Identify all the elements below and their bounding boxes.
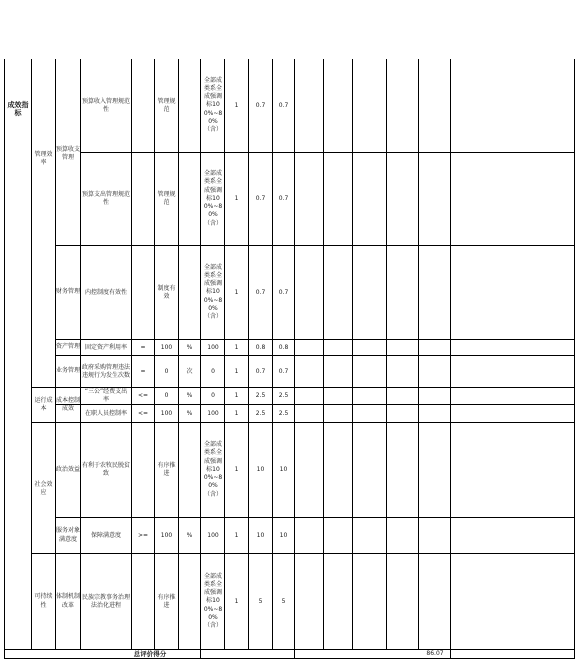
description-cell: 制度有效 xyxy=(157,284,176,300)
level2-cell: 可持续性 xyxy=(34,593,53,609)
indicator-cell: 民族宗教事务治理法治化进程 xyxy=(82,593,130,609)
indicator-cell: 预算收入管理规范性 xyxy=(82,97,130,113)
weight-cell: 0.7 xyxy=(255,288,266,296)
description-cell: 有序推进 xyxy=(157,593,176,609)
score-cell: 2.5 xyxy=(278,409,289,417)
level2-cell: 管理效率 xyxy=(34,150,53,166)
operator-cell: = xyxy=(140,343,146,351)
total-value: 86.07 xyxy=(426,650,444,657)
description-cell: 管理规范 xyxy=(157,97,176,113)
criteria-cell: 全部成类系全成强调标100%~80%（含） xyxy=(203,441,223,498)
level3-cell: 业务管理 xyxy=(56,367,80,375)
unit-cell: % xyxy=(186,343,193,351)
weight-cell: 10 xyxy=(256,466,265,473)
target-cell: 0 xyxy=(164,367,169,375)
description-cell: 有序推进 xyxy=(157,462,176,477)
target-cell: 0 xyxy=(164,392,169,399)
level3-cell: 成本控制成效 xyxy=(56,396,80,412)
indicator-cell: 政府采购管理违法违规行为发生次数 xyxy=(82,363,130,379)
target-cell: 100 xyxy=(160,409,173,417)
evaluation-table xyxy=(4,59,575,659)
indicator-cell: 有利于农牧民脱贫致 xyxy=(82,462,130,477)
unit-cell: % xyxy=(186,409,193,417)
weight-cell: 0.8 xyxy=(255,343,266,351)
level2-cell: 社会效应 xyxy=(34,480,53,496)
level3-cell: 服务对象满意度 xyxy=(56,527,80,543)
count-cell: 1 xyxy=(234,597,239,605)
criteria-cell: 全部成类系全成强调标100%~80%（含） xyxy=(203,263,223,320)
score-cell: 0.7 xyxy=(278,367,289,375)
indicator-cell: 内控制度有效性 xyxy=(84,288,127,296)
score-cell: 10 xyxy=(279,531,288,539)
score-cell: 10 xyxy=(279,466,288,473)
indicator-cell: 保障满意度 xyxy=(90,531,121,539)
count-cell: 1 xyxy=(234,392,239,399)
level1-cell: 成效指标 xyxy=(7,100,29,117)
operator-cell: >= xyxy=(137,531,149,539)
count-cell: 1 xyxy=(234,531,239,539)
count-cell: 1 xyxy=(234,367,239,375)
criteria-cell: 全部成类系全成强调标100%~80%（含） xyxy=(203,572,223,629)
score-cell: 0.7 xyxy=(278,101,289,109)
count-cell: 1 xyxy=(234,409,239,417)
target-cell: 100 xyxy=(160,531,173,539)
weight-cell: 10 xyxy=(256,531,265,539)
count-cell: 1 xyxy=(234,466,239,473)
operator-cell: <= xyxy=(137,392,149,399)
score-cell: 0.7 xyxy=(278,195,289,202)
indicator-cell: 在职人员控制率 xyxy=(84,409,127,417)
score-cell: 0.7 xyxy=(278,288,289,296)
criteria-cell: 0 xyxy=(211,392,215,399)
count-cell: 1 xyxy=(234,101,239,109)
weight-cell: 0.7 xyxy=(255,101,266,109)
indicator-cell: 固定资产利用率 xyxy=(84,343,127,351)
level2-cell: 运行成本 xyxy=(34,396,53,412)
weight-cell: 2.5 xyxy=(255,392,266,399)
weight-cell: 2.5 xyxy=(255,409,266,417)
criteria-cell: 100 xyxy=(207,531,219,539)
level3-cell: 政治效益 xyxy=(56,465,80,473)
weight-cell: 5 xyxy=(258,597,263,605)
description-cell: 管理规范 xyxy=(157,191,176,206)
weight-cell: 0.7 xyxy=(255,367,266,375)
total-label: 总评价得分 xyxy=(133,650,167,658)
criteria-cell: 100 xyxy=(207,343,219,351)
score-cell: 5 xyxy=(281,597,286,605)
indicator-cell: 预算支出管理规范性 xyxy=(82,191,130,206)
criteria-cell: 0 xyxy=(211,367,215,375)
unit-cell: % xyxy=(186,531,193,539)
weight-cell: 0.7 xyxy=(255,195,266,202)
count-cell: 1 xyxy=(234,288,239,296)
target-cell: 100 xyxy=(160,343,173,351)
unit-cell: 次 xyxy=(186,367,193,375)
criteria-cell: 100 xyxy=(207,409,219,417)
level3-cell: 体制机制改革 xyxy=(56,593,80,609)
score-cell: 2.5 xyxy=(278,392,289,399)
indicator-cell: “三公”经费支出率 xyxy=(84,388,128,403)
criteria-cell: 全部成类系全成强调标100%~80%（含） xyxy=(203,76,223,133)
unit-cell: % xyxy=(186,392,193,399)
operator-cell: = xyxy=(140,367,146,375)
level3-cell: 财务管理 xyxy=(56,288,80,296)
level3-cell: 资产管理 xyxy=(56,343,80,351)
score-cell: 0.8 xyxy=(278,343,289,351)
count-cell: 1 xyxy=(234,195,239,202)
operator-cell: <= xyxy=(137,409,149,417)
criteria-cell: 全部成类系全成强调标100%~80%（含） xyxy=(203,170,223,227)
count-cell: 1 xyxy=(234,343,239,351)
level3-cell: 预算收支管理 xyxy=(56,145,80,161)
